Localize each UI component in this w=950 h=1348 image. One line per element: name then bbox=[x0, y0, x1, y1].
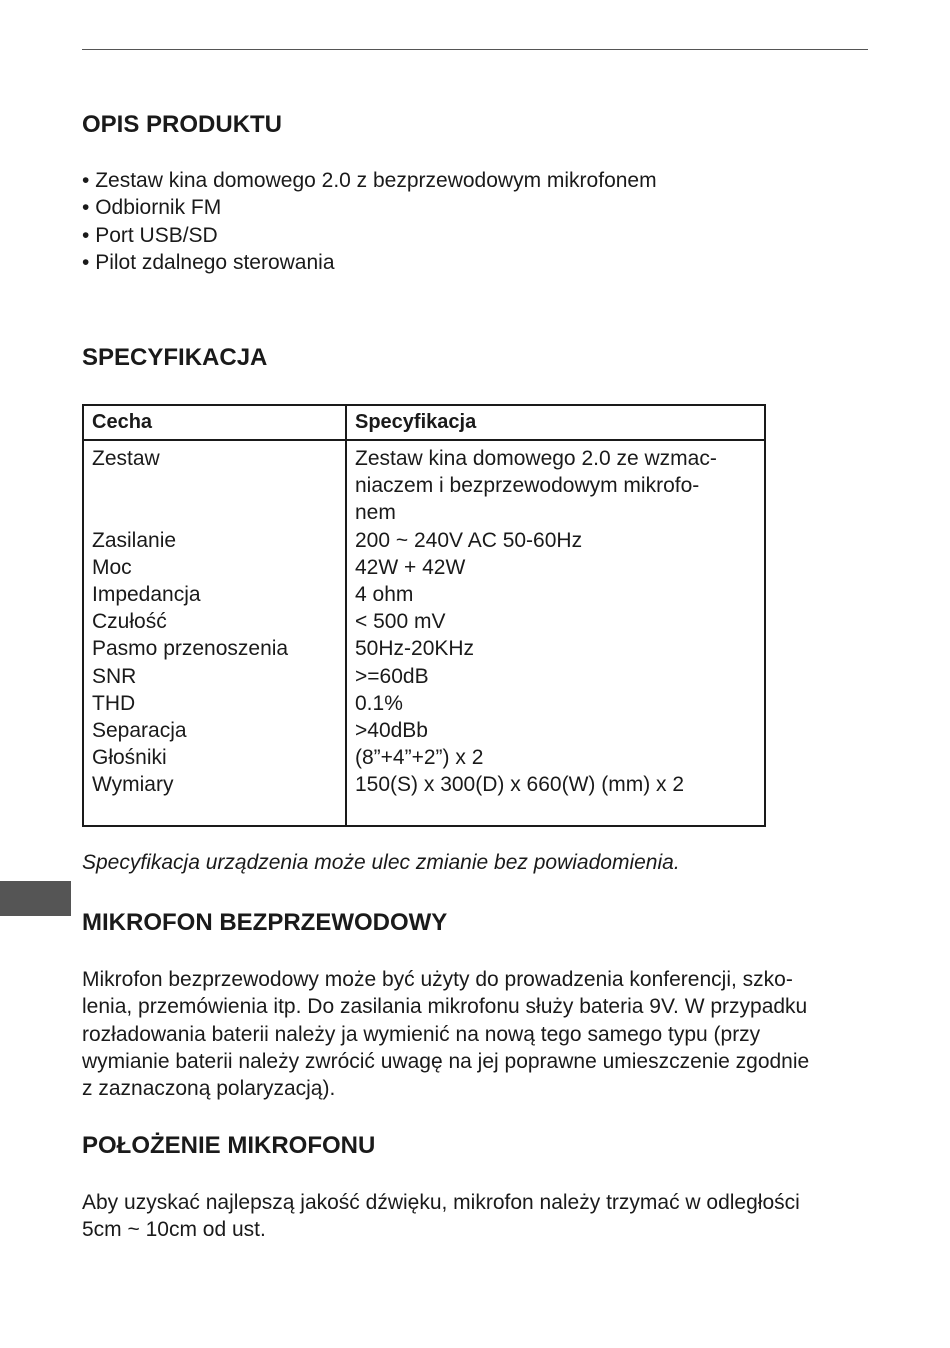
heading-specyfikacja: SPECYFIKACJA bbox=[82, 344, 268, 371]
table-cell-feature: THD bbox=[92, 691, 136, 715]
table-row bbox=[84, 635, 764, 662]
language-tab-marker bbox=[0, 881, 71, 916]
table-cell-feature: Głośniki bbox=[92, 746, 167, 770]
table-row bbox=[84, 771, 764, 798]
list-item: • Odbiornik FM bbox=[82, 194, 657, 221]
table-row bbox=[84, 717, 764, 744]
table-cell-value: (8”+4”+2”) x 2 bbox=[355, 746, 484, 770]
table-header-divider bbox=[84, 439, 764, 441]
paragraph-line: wymianie baterii należy zwrócić uwagę na jej poprawne umieszczenie zgodnie bbox=[82, 1049, 810, 1073]
spec-disclaimer-note: Specyfikacja urządzenia może ulec zmianie bez powiadomienia. bbox=[82, 851, 680, 874]
position-paragraph bbox=[82, 1189, 800, 1244]
table-row bbox=[84, 744, 764, 771]
table-row bbox=[84, 581, 764, 608]
table-row bbox=[84, 690, 764, 717]
paragraph-line: Aby uzyskać najlepszą jakość dźwięku, mikrofon należy trzymać w odległości bbox=[82, 1191, 800, 1214]
table-cell-feature: Czułość bbox=[92, 610, 167, 634]
heading-opis-produktu: OPIS PRODUKTU bbox=[82, 111, 283, 138]
table-cell-feature: Zestaw bbox=[92, 447, 160, 470]
table-cell-value: 150(S) x 300(D) x 660(W) (mm) x 2 bbox=[355, 773, 685, 797]
list-item: • Zestaw kina domowego 2.0 z bezprzewodowym mikrofonem bbox=[82, 167, 657, 194]
heading-mikrofon-bezprzewodowy: MIKROFON BEZPRZEWODOWY bbox=[82, 909, 448, 936]
microphone-paragraph bbox=[82, 966, 809, 1102]
table-cell-feature: Wymiary bbox=[92, 773, 174, 797]
table-row bbox=[84, 608, 764, 635]
paragraph-line: rozładowania baterii należy ja wymienić na nową tego samego typu (przy bbox=[82, 1022, 761, 1046]
table-cell-feature: SNR bbox=[92, 664, 137, 688]
table-cell-value: 42W + 42W bbox=[355, 555, 466, 579]
table-header-feature: Cecha bbox=[92, 411, 153, 433]
table-row bbox=[84, 663, 764, 690]
table-row bbox=[84, 445, 764, 527]
paragraph-line: lenia, przemówienia itp. Do zasilania mikrofonu służy bateria 9V. W przypadku bbox=[82, 995, 808, 1019]
paragraph-line: 5cm ~ 10cm od ust. bbox=[82, 1218, 266, 1242]
table-cell-value: 200 ~ 240V AC 50-60Hz bbox=[355, 528, 583, 552]
heading-polozenie-mikrofonu: POŁOŻENIE MIKROFONU bbox=[82, 1132, 376, 1159]
paragraph-line: Mikrofon bezprzewodowy może być użyty do prowadzenia konferencji, szko- bbox=[82, 968, 793, 991]
table-cell-feature: Moc bbox=[92, 555, 132, 579]
table-cell-value: 50Hz-20KHz bbox=[355, 637, 475, 661]
table-row bbox=[84, 527, 764, 554]
spec-table bbox=[82, 404, 766, 827]
table-cell-value: < 500 mV bbox=[355, 610, 446, 634]
list-item: • Port USB/SD bbox=[82, 222, 657, 249]
table-cell-value: 0.1% bbox=[355, 691, 403, 715]
table-cell-value: >=60dB bbox=[355, 664, 429, 688]
list-item: • Pilot zdalnego sterowania bbox=[82, 249, 657, 276]
table-cell-value: Zestaw kina domowego 2.0 ze wzmac- niaczem i bezprzewodowym mikrofo- nem bbox=[355, 447, 717, 525]
table-cell-feature: Impedancja bbox=[92, 583, 201, 607]
table-cell-value: 4 ohm bbox=[355, 583, 414, 607]
top-rule bbox=[82, 49, 868, 50]
table-cell-feature: Pasmo przenoszenia bbox=[92, 637, 289, 661]
table-cell-value: >40dBb bbox=[355, 719, 428, 743]
table-cell-feature: Zasilanie bbox=[92, 528, 177, 552]
paragraph-line: z zaznaczoną polaryzacją). bbox=[82, 1077, 336, 1101]
table-header-specification: Specyfikacja bbox=[355, 411, 477, 433]
product-features-list bbox=[82, 167, 657, 276]
table-body bbox=[84, 445, 764, 799]
table-row bbox=[84, 554, 764, 581]
table-cell-feature: Separacja bbox=[92, 719, 187, 743]
